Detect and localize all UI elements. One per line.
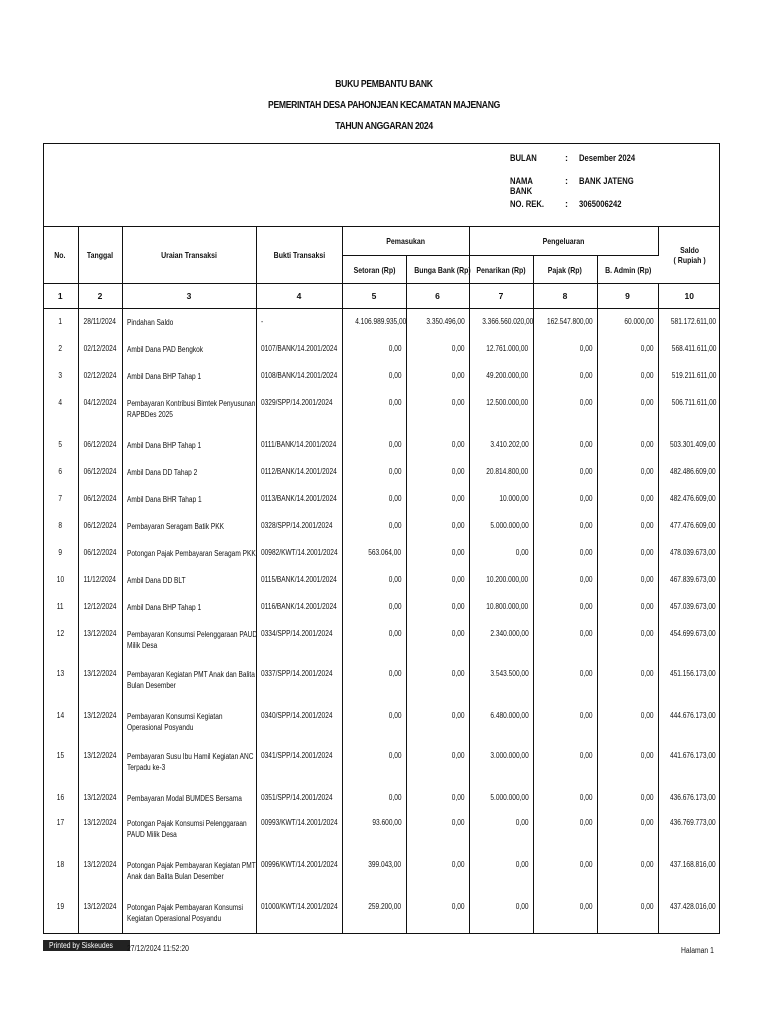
cell-admin: 0,00: [597, 894, 658, 934]
header-uraian: Uraian Transaksi: [122, 227, 256, 284]
cell-setoran: 0,00: [342, 621, 406, 661]
info-separator: :: [565, 153, 568, 163]
cell-tanggal: 13/12/2024: [78, 661, 122, 703]
column-number: 9: [597, 284, 658, 309]
cell-no: 9: [43, 540, 78, 567]
cell-saldo: 482.476.609,00: [670, 493, 717, 503]
cell-setoran: 0,00: [342, 703, 406, 743]
cell-uraian: Ambil Dana BHP Tahap 1: [122, 432, 256, 459]
cell-bukti: 0113/BANK/14.2001/2024: [256, 486, 342, 513]
cell-no: 16: [43, 785, 78, 810]
cell-bunga: 0,00: [406, 363, 469, 390]
cell-setoran: 0,00: [342, 459, 406, 486]
cell-pajak: 0,00: [533, 852, 597, 894]
cell-tanggal: 13/12/2024: [78, 703, 122, 743]
cell-bukti: 0341/SPP/14.2001/2024: [256, 743, 342, 785]
cell-bukti: 0115/BANK/14.2001/2024: [256, 567, 342, 594]
document-title: BUKU PEMBANTU BANK: [335, 78, 433, 90]
cell-tanggal: 06/12/2024: [78, 486, 122, 513]
cell-admin: 0,00: [597, 390, 658, 432]
cell-pajak: 0,00: [533, 363, 597, 390]
cell-pajak: 0,00: [533, 540, 597, 567]
cell-penarikan: 2.340.000,00: [469, 621, 533, 661]
cell-bukti: 0351/SPP/14.2001/2024: [256, 785, 342, 810]
table-row: [43, 363, 720, 390]
cell-uraian: Ambil Dana BHP Tahap 1: [122, 594, 256, 621]
column-number-row: [43, 284, 720, 309]
cell-admin: 0,00: [597, 661, 658, 703]
info-value: BANK JATENG: [579, 176, 634, 186]
cell-penarikan: 49.200.000,00: [469, 363, 533, 390]
cell-tanggal: 04/12/2024: [78, 390, 122, 432]
cell-bukti: 00996/KWT/14.2001/2024: [256, 852, 342, 894]
printed-by-label: Printed by Siskeudes: [43, 940, 130, 951]
cell-saldo: 454.699.673,00: [670, 628, 717, 638]
cell-bukti: 0111/BANK/14.2001/2024: [256, 432, 342, 459]
cell-tanggal: 13/12/2024: [78, 894, 122, 934]
info-value: Desember 2024: [579, 153, 636, 163]
cell-bukti: 00982/KWT/14.2001/2024: [256, 540, 342, 567]
cell-saldo: 482.486.609,00: [670, 466, 717, 476]
cell-setoran: 0,00: [342, 594, 406, 621]
cell-no: 11: [43, 594, 78, 621]
cell-tanggal: 11/12/2024: [78, 567, 122, 594]
cell-bunga: 3.350.496,00: [406, 309, 469, 336]
document-subtitle: PEMERINTAH DESA PAHONJEAN KECAMATAN MAJENANG: [268, 99, 500, 111]
cell-bunga: 0,00: [406, 390, 469, 432]
cell-setoran: 0,00: [342, 432, 406, 459]
cell-bukti: 0107/BANK/14.2001/2024: [256, 336, 342, 363]
cell-tanggal: 06/12/2024: [78, 432, 122, 459]
cell-bunga: 0,00: [406, 621, 469, 661]
cell-admin: 0,00: [597, 459, 658, 486]
cell-tanggal: 13/12/2024: [78, 810, 122, 852]
column-number: 6: [406, 284, 469, 309]
cell-saldo: 519.211.611,00: [671, 370, 717, 380]
cell-bunga: 0,00: [406, 432, 469, 459]
cell-bukti: 0112/BANK/14.2001/2024: [256, 459, 342, 486]
cell-saldo: 568.411.611,00: [671, 343, 717, 353]
cell-saldo: 436.769.773,00: [670, 817, 717, 827]
cell-admin: 0,00: [597, 567, 658, 594]
cell-penarikan: 12.500.000,00: [469, 390, 533, 432]
cell-pajak: 0,00: [533, 594, 597, 621]
cell-no: 17: [43, 810, 78, 852]
cell-no: 14: [43, 703, 78, 743]
cell-penarikan: 5.000.000,00: [469, 785, 533, 810]
cell-uraian: Potongan Pajak Konsumsi Pelenggaraan PAUD Milik Desa: [122, 810, 256, 852]
cell-bukti: 0108/BANK/14.2001/2024: [256, 363, 342, 390]
cell-saldo: 457.039.673,00: [670, 601, 717, 611]
cell-tanggal: 06/12/2024: [78, 513, 122, 540]
cell-uraian: Potongan Pajak Pembayaran Konsumsi Kegiatan Operasional Posyandu: [122, 894, 256, 934]
table-row: [43, 486, 720, 513]
cell-bukti: 0334/SPP/14.2001/2024: [256, 621, 342, 661]
table-row: [43, 432, 720, 459]
table-row: [43, 785, 720, 810]
cell-no: 7: [43, 486, 78, 513]
cell-tanggal: 02/12/2024: [78, 336, 122, 363]
cell-pajak: 0,00: [533, 661, 597, 703]
table-row: [43, 621, 720, 661]
cell-bunga: 0,00: [406, 486, 469, 513]
table-row: [43, 309, 720, 336]
column-number: 2: [78, 284, 122, 309]
cell-admin: 0,00: [597, 703, 658, 743]
cell-penarikan: 5.000.000,00: [469, 513, 533, 540]
cell-admin: 0,00: [597, 513, 658, 540]
info-row-rekening: [510, 199, 699, 222]
cell-pajak: 0,00: [533, 703, 597, 743]
table-row: [43, 852, 720, 894]
cell-tanggal: 13/12/2024: [78, 743, 122, 785]
cell-saldo: 437.168.816,00: [670, 859, 717, 869]
cell-saldo: 467.839.673,00: [670, 574, 717, 584]
cell-admin: 0,00: [597, 621, 658, 661]
document-year: TAHUN ANGGARAN 2024: [335, 120, 433, 132]
cell-pajak: 0,00: [533, 785, 597, 810]
cell-saldo: 477.476.609,00: [670, 520, 717, 530]
cell-bunga: 0,00: [406, 743, 469, 785]
cell-setoran: 0,00: [342, 390, 406, 432]
header-admin: B. Admin (Rp): [597, 256, 658, 284]
cell-admin: 0,00: [597, 810, 658, 852]
cell-penarikan: 10.000,00: [469, 486, 533, 513]
cell-admin: 60.000,00: [597, 309, 658, 336]
table-row: [43, 810, 720, 852]
cell-bukti: 0328/SPP/14.2001/2024: [256, 513, 342, 540]
cell-uraian: Ambil Dana PAD Bengkok: [122, 336, 256, 363]
cell-uraian: Pembayaran Konsumsi Pelenggaraan PAUD Milik Desa: [122, 621, 256, 661]
cell-no: 3: [43, 363, 78, 390]
cell-tanggal: 02/12/2024: [78, 363, 122, 390]
cell-admin: 0,00: [597, 336, 658, 363]
cell-setoran: 0,00: [342, 513, 406, 540]
cell-pajak: 0,00: [533, 432, 597, 459]
page-number: Halaman 1: [681, 946, 715, 955]
cell-no: 4: [43, 390, 78, 432]
header-bunga: Bunga Bank (Rp): [406, 256, 469, 284]
cell-admin: 0,00: [597, 743, 658, 785]
table-row: [43, 336, 720, 363]
cell-no: 5: [43, 432, 78, 459]
cell-uraian: Ambil Dana BHP Tahap 1: [122, 363, 256, 390]
cell-penarikan: 10.800.000,00: [469, 594, 533, 621]
cell-no: 8: [43, 513, 78, 540]
cell-no: 2: [43, 336, 78, 363]
info-row-bank: [510, 176, 699, 199]
cell-admin: 0,00: [597, 432, 658, 459]
table-row: [43, 513, 720, 540]
cell-bunga: 0,00: [406, 661, 469, 703]
cell-pajak: 0,00: [533, 459, 597, 486]
document-header: [0, 78, 768, 132]
cell-bunga: 0,00: [406, 513, 469, 540]
cell-pajak: 0,00: [533, 390, 597, 432]
cell-setoran: 0,00: [342, 743, 406, 785]
cell-tanggal: 13/12/2024: [78, 621, 122, 661]
cell-admin: 0,00: [597, 486, 658, 513]
cell-bukti: 0116/BANK/14.2001/2024: [256, 594, 342, 621]
cell-setoran: 4.106.989.935,00: [342, 309, 406, 336]
cell-bunga: 0,00: [406, 594, 469, 621]
cell-saldo: 437.428.016,00: [670, 901, 717, 911]
cell-tanggal: 06/12/2024: [78, 459, 122, 486]
account-info: [510, 153, 699, 222]
cell-penarikan: 0,00: [469, 810, 533, 852]
cell-bukti: 01000/KWT/14.2001/2024: [256, 894, 342, 934]
cell-pajak: 0,00: [533, 621, 597, 661]
cell-setoran: 0,00: [342, 486, 406, 513]
cell-no: 1: [43, 309, 78, 336]
cell-penarikan: 0,00: [469, 894, 533, 934]
column-number: 5: [342, 284, 406, 309]
cell-bukti: 00993/KWT/14.2001/2024: [256, 810, 342, 852]
cell-tanggal: 28/11/2024: [78, 309, 122, 336]
cell-penarikan: 0,00: [469, 540, 533, 567]
cell-saldo: 436.676.173,00: [670, 792, 717, 802]
table-row: [43, 894, 720, 934]
cell-admin: 0,00: [597, 363, 658, 390]
header-pemasukan: Pemasukan: [342, 227, 469, 256]
header-pengeluaran: Pengeluaran: [469, 227, 658, 256]
ledger-table: [43, 226, 720, 934]
cell-uraian: Pindahan Saldo: [122, 309, 256, 336]
cell-admin: 0,00: [597, 540, 658, 567]
cell-setoran: 563.064,00: [342, 540, 406, 567]
cell-setoran: 0,00: [342, 661, 406, 703]
info-label: BULAN: [510, 153, 537, 163]
cell-saldo: 451.156.173,00: [670, 668, 717, 678]
cell-setoran: 0,00: [342, 336, 406, 363]
cell-setoran: 93.600,00: [342, 810, 406, 852]
cell-uraian: Ambil Dana DD Tahap 2: [122, 459, 256, 486]
cell-saldo: 581.172.611,00: [670, 317, 717, 326]
cell-bunga: 0,00: [406, 894, 469, 934]
cell-saldo: 503.301.409,00: [670, 439, 717, 449]
column-number: 3: [122, 284, 256, 309]
cell-bunga: 0,00: [406, 852, 469, 894]
cell-tanggal: 06/12/2024: [78, 540, 122, 567]
cell-uraian: Pembayaran Konsumsi Kegiatan Operasional Posyandu: [122, 703, 256, 743]
cell-bukti: 0340/SPP/14.2001/2024: [256, 703, 342, 743]
cell-uraian: Pembayaran Modal BUMDES Bersama: [122, 785, 256, 810]
ledger-body: [43, 309, 720, 934]
table-row: [43, 540, 720, 567]
cell-saldo: 441.676.173,00: [670, 750, 717, 760]
cell-bukti: 0329/SPP/14.2001/2024: [256, 390, 342, 432]
cell-no: 18: [43, 852, 78, 894]
table-row: [43, 390, 720, 432]
cell-admin: 0,00: [597, 785, 658, 810]
info-label: NO. REK.: [510, 199, 545, 209]
cell-bunga: 0,00: [406, 810, 469, 852]
cell-pajak: 162.547.800,00: [533, 309, 597, 336]
cell-setoran: 0,00: [342, 785, 406, 810]
info-separator: :: [565, 176, 568, 186]
header-bukti: Bukti Transaksi: [256, 227, 342, 284]
cell-bunga: 0,00: [406, 459, 469, 486]
cell-no: 10: [43, 567, 78, 594]
print-timestamp: 27/12/2024 11:52:20: [127, 944, 189, 953]
cell-bukti: 0337/SPP/14.2001/2024: [256, 661, 342, 703]
cell-no: 6: [43, 459, 78, 486]
cell-uraian: Ambil Dana DD BLT: [122, 567, 256, 594]
info-label: NAMA BANK: [510, 176, 533, 196]
cell-saldo: 444.676.173,00: [670, 710, 717, 720]
cell-penarikan: 3.366.560.020,00: [469, 309, 533, 336]
header-setoran: Setoran (Rp): [342, 256, 406, 284]
header-penarikan: Penarikan (Rp): [469, 256, 533, 284]
cell-pajak: 0,00: [533, 486, 597, 513]
cell-penarikan: 3.410.202,00: [469, 432, 533, 459]
cell-uraian: Pembayaran Kegiatan PMT Anak dan Balita Bulan Desember: [122, 661, 256, 703]
cell-penarikan: 0,00: [469, 852, 533, 894]
header-no: No.: [43, 227, 78, 284]
cell-uraian: Potongan Pajak Pembayaran Kegiatan PMT Anak dan Balita Bulan Desember: [122, 852, 256, 894]
cell-no: 13: [43, 661, 78, 703]
cell-uraian: Potongan Pajak Pembayaran Seragam PKK: [122, 540, 256, 567]
cell-pajak: 0,00: [533, 336, 597, 363]
cell-setoran: 259.200,00: [342, 894, 406, 934]
cell-no: 15: [43, 743, 78, 785]
cell-penarikan: 6.480.000,00: [469, 703, 533, 743]
table-row: [43, 567, 720, 594]
column-number: 10: [658, 284, 720, 309]
cell-pajak: 0,00: [533, 810, 597, 852]
cell-penarikan: 20.814.800,00: [469, 459, 533, 486]
column-number: 1: [43, 284, 78, 309]
cell-penarikan: 3.543.500,00: [469, 661, 533, 703]
cell-uraian: Pembayaran Seragam Batik PKK: [122, 513, 256, 540]
cell-bunga: 0,00: [406, 336, 469, 363]
cell-bunga: 0,00: [406, 567, 469, 594]
cell-no: 12: [43, 621, 78, 661]
cell-pajak: 0,00: [533, 513, 597, 540]
cell-penarikan: 3.000.000,00: [469, 743, 533, 785]
header-tanggal: Tanggal: [78, 227, 122, 284]
table-row: [43, 743, 720, 785]
info-separator: :: [565, 199, 568, 209]
cell-saldo: 506.711.611,00: [671, 397, 717, 407]
column-number: 4: [256, 284, 342, 309]
column-number: 7: [469, 284, 533, 309]
cell-penarikan: 12.761.000,00: [469, 336, 533, 363]
cell-setoran: 399.043,00: [342, 852, 406, 894]
cell-tanggal: 13/12/2024: [78, 852, 122, 894]
cell-uraian: Ambil Dana BHR Tahap 1: [122, 486, 256, 513]
cell-setoran: 0,00: [342, 363, 406, 390]
table-row: [43, 459, 720, 486]
column-number: 8: [533, 284, 597, 309]
cell-pajak: 0,00: [533, 743, 597, 785]
table-row: [43, 594, 720, 621]
cell-admin: 0,00: [597, 852, 658, 894]
cell-uraian: Pembayaran Susu Ibu Hamil Kegiatan ANC Terpadu ke-3: [122, 743, 256, 785]
header-saldo: Saldo ( Rupiah ): [658, 227, 720, 284]
cell-saldo: 478.039.673,00: [670, 547, 717, 557]
info-value: 3065006242: [579, 199, 622, 209]
table-row: [43, 661, 720, 703]
cell-penarikan: 10.200.000,00: [469, 567, 533, 594]
header-pajak: Pajak (Rp): [533, 256, 597, 284]
cell-pajak: 0,00: [533, 894, 597, 934]
cell-tanggal: 12/12/2024: [78, 594, 122, 621]
cell-bukti: -: [256, 309, 342, 336]
cell-bunga: 0,00: [406, 785, 469, 810]
cell-tanggal: 13/12/2024: [78, 785, 122, 810]
cell-bunga: 0,00: [406, 540, 469, 567]
cell-uraian: Pembayaran Kontribusi Bimtek Penyusunan RAPBDes 2025: [122, 390, 256, 432]
cell-pajak: 0,00: [533, 567, 597, 594]
cell-admin: 0,00: [597, 594, 658, 621]
cell-no: 19: [43, 894, 78, 934]
table-row: [43, 703, 720, 743]
info-row-bulan: [510, 153, 699, 176]
cell-bunga: 0,00: [406, 703, 469, 743]
cell-setoran: 0,00: [342, 567, 406, 594]
